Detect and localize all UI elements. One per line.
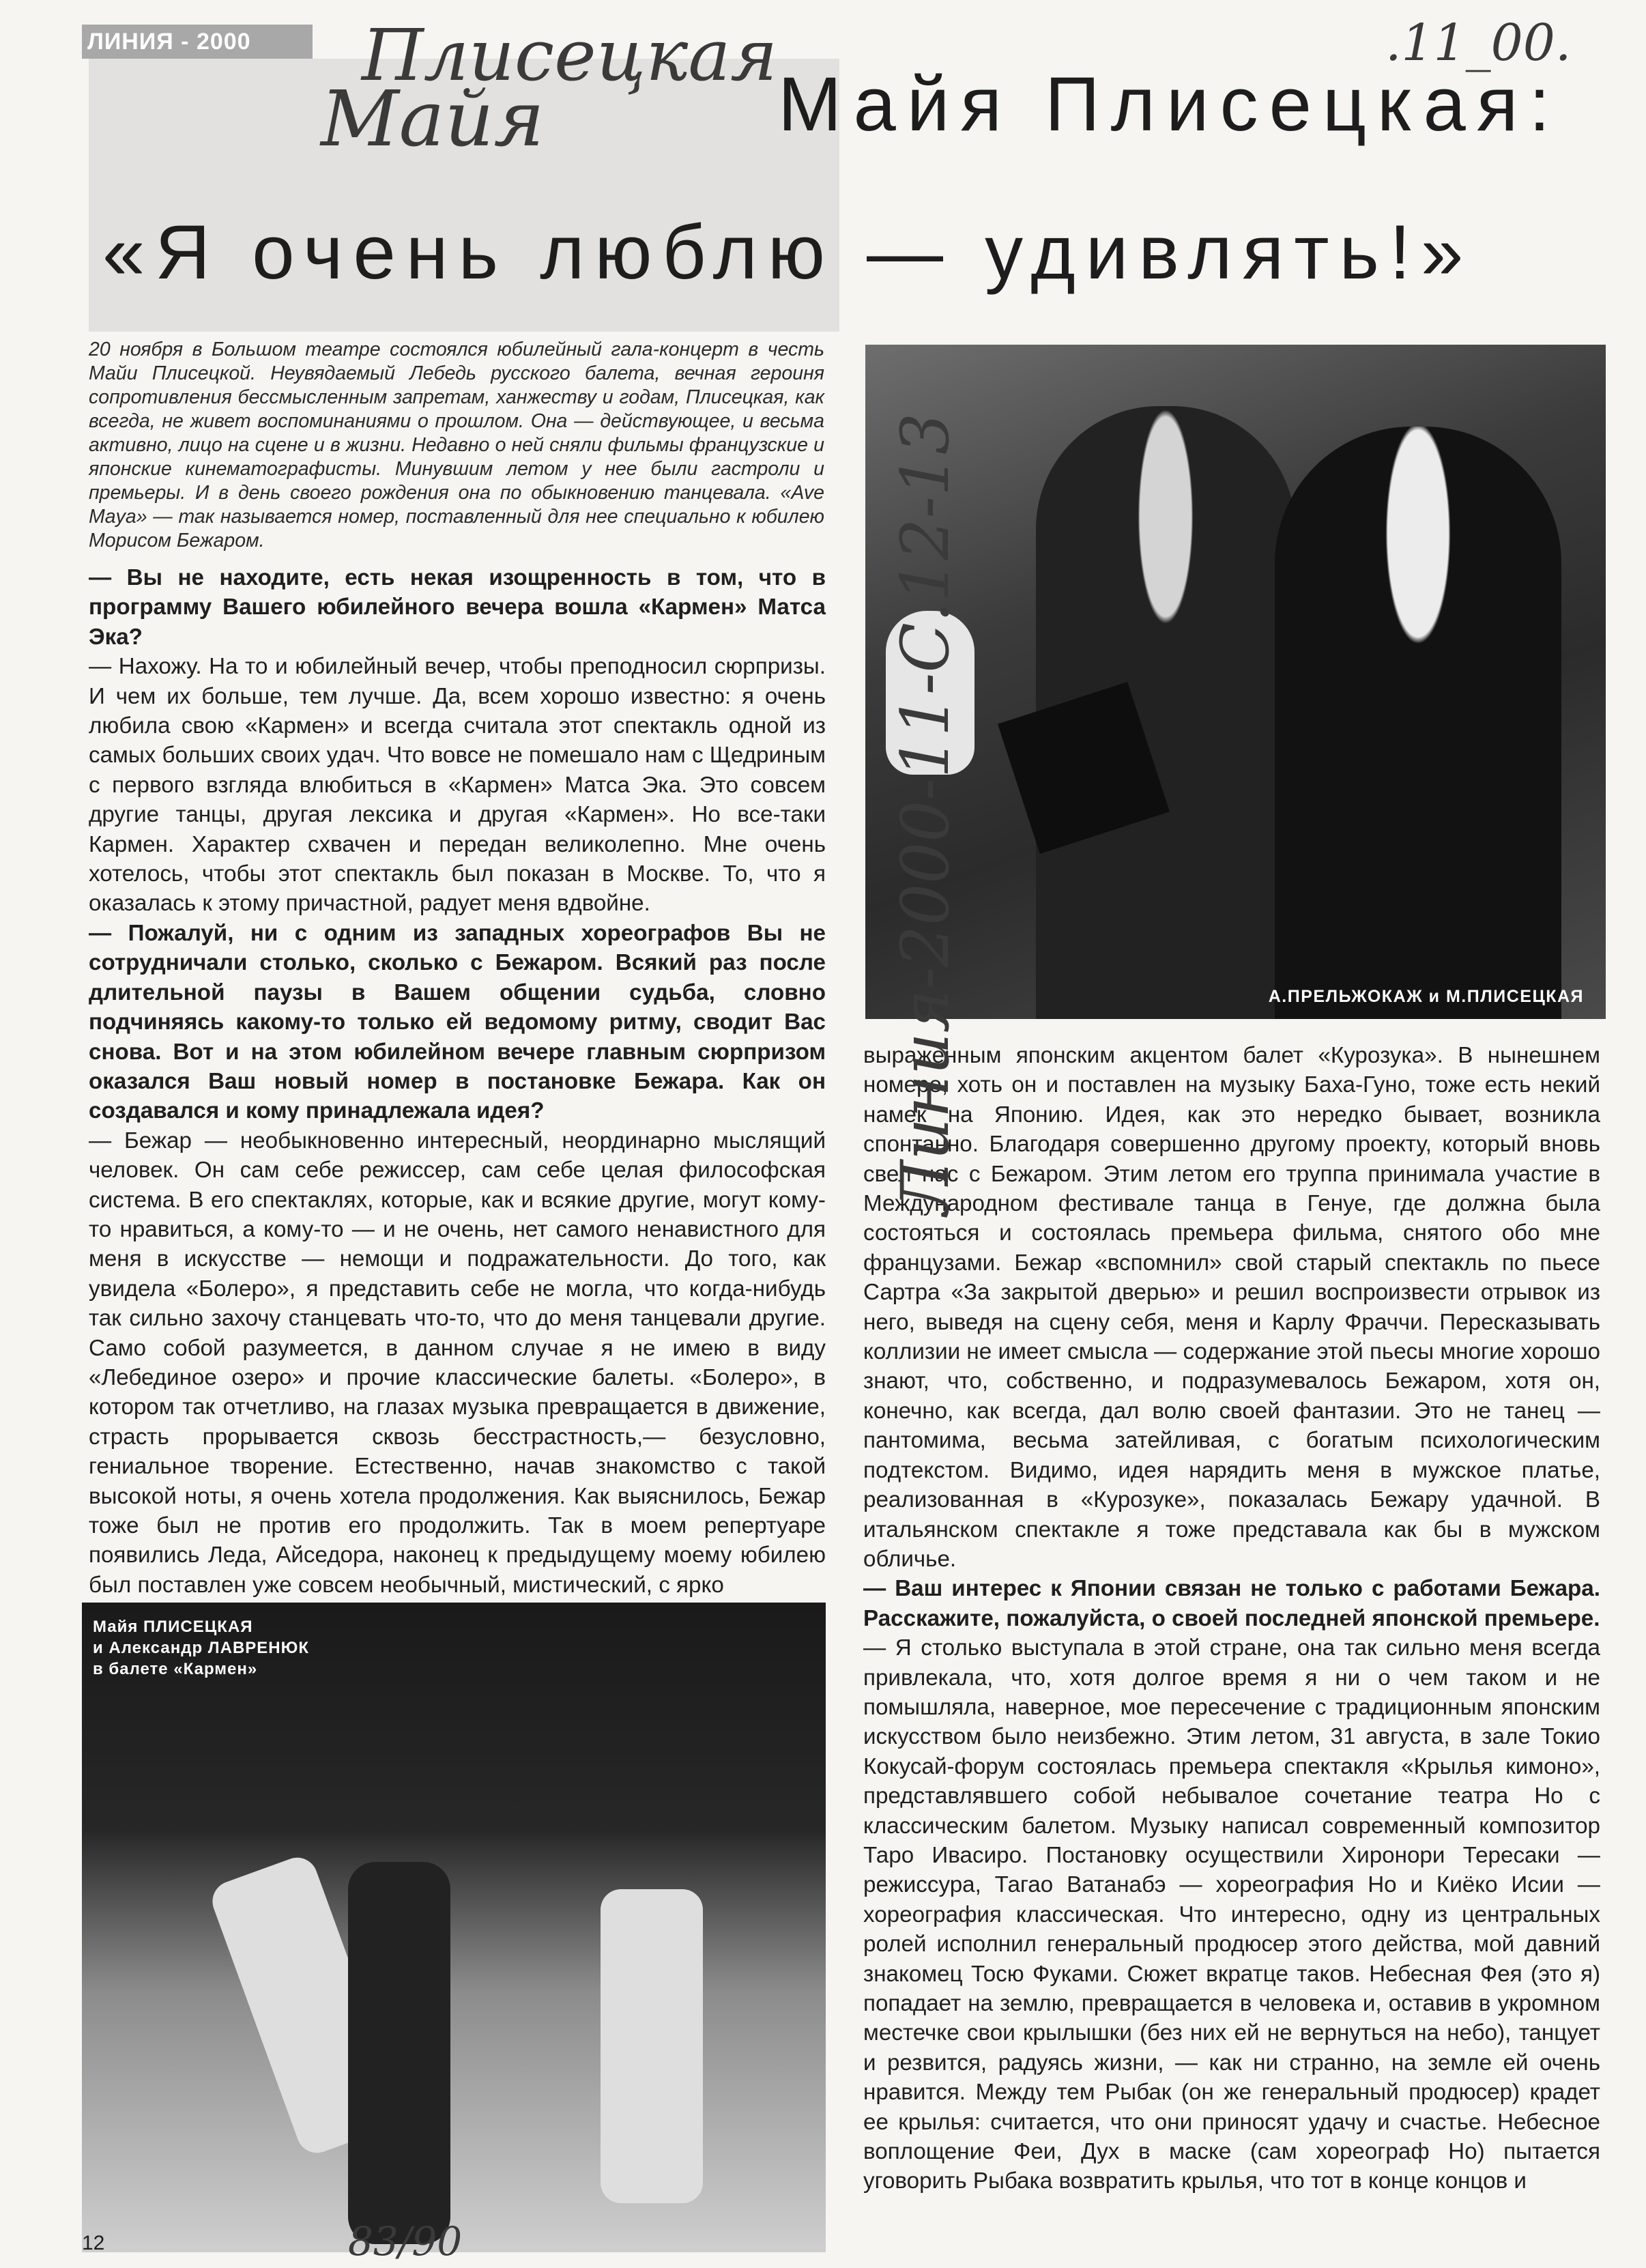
answer-1: — Нахожу. На то и юбилейный вечер, чтобы преподносил сюрпризы. И чем их больше, тем лучше. Да, всем хорошо известно: я очень любила свою «Кармен» и всегда считала этот спектакль одной из самых больших своих удач. Что вовсе не помешало нам с Щедриным с первого взгляда влюбиться в «Кармен» Матса Эка. Это совсем другие танцы, другая лексика и другая «Кармен». Но все-таки Кармен. Характер схвачен и передан великолепно. Мне очень хотелось, чтобы этот спектакль был показан в Москве. То, что я оказалась к этому причастной, радует меня вдвойне.	[89, 654, 826, 917]
right-column	[863, 1041, 1600, 2196]
photo-figure-woman	[1275, 427, 1561, 1019]
photo-preljocaj-plisetskaya	[865, 345, 1606, 1019]
photo-caption-bottom-line-2: и Александр ЛАВРЕНЮК	[93, 1639, 310, 1657]
left-column	[89, 563, 826, 1600]
handwritten-name: Майя	[321, 75, 545, 164]
photo-caption-top: А.ПРЕЛЬЖОКАЖ и М.ПЛИСЕЦКАЯ	[1268, 987, 1584, 1006]
question-2: — Пожалуй, ни с одним из западных хореографов Вы не сотрудничали столько, сколько с Бежаром. Всякий раз после длительной паузы в Вашем общении судьба, словно подчиняясь какому-то только ей ведомому ритму, сводит Вас снова. Вот и на этом юбилейном вечере главным сюрпризом оказался Ваш новый номер в постановке Бежара. Как он создавался и кому принадлежала идея?	[89, 920, 826, 1124]
photo-dancer-male	[348, 1862, 450, 2244]
question-1: — Вы не находите, есть некая изощренность в том, что в программу Вашего юбилейного вечера вошла «Кармен» Матса Эка?	[89, 565, 826, 650]
answer-3: — Я столько выступала в этой стране, она так сильно меня всегда привлекала, что, хотя долгое время я ни о чем таком и не помышляла, наверное, мое пересечение с традиционным японским искусством было неизбежно. Этим летом, 31 августа, в зале Токио Кокусай-форум состоялась премьера спектакля «Крылья кимоно», представлявшего собой небывалое сочетание театра Но с классическим балетом. Музыку написал современный композитор Таро Ивасиро. Постановку осуществили Хиронори Тересаки — режиссура, Тагао Ватанабэ — хореография Но и Киёко Исии — хореография классическая. Что интересно, одну из центральных ролей исполнил генеральный продюсер этого действа, мой давний знакомец Тосю Фуками. Сюжет вкратце таков. Небесная Фея (это я) попадает на землю, превращается в человека и, оставив в укромном местечке свои крылышки (без них ей не вернуться на небо), танцует и резвится, радуясь жизни, — как ни странно, на земле ей очень нравится. Между тем Рыбак (он же генеральный продюсер) крадет ее крылья: считается, что они приносят удачу и счастье. Небесное воплощение Феи, Дух в маске (сам хореограф Но) пытается уговорить Рыбака возвратить крылья, что тот в конце концов и	[863, 1635, 1600, 2194]
handwritten-date: .11_00.	[1385, 14, 1572, 72]
answer-2: — Бежар — необыкновенно интересный, неординарно мыслящий человек. Он сам себе режиссер, сам себе целая философская система. В его спектаклях, которые, как и всякие другие, могут кому-то нравиться, а кому-то — и не очень, нет самого ненавистного для меня в искусстве — немощи и подражательности. До того, как увидела «Болеро», я представить себе не могла, что когда-нибудь так сильно захочу станцевать что-то, что до меня танцевали другие. Само собой разумеется, в данном случае я не имею в виду «Лебединое озеро» и прочие классические балеты. «Болеро», в котором так отчетливо, на глазах музыка превращается в движение, страсть прорывается сквозь бесстрастность,— безусловно, гениальное творение. Естественно, начав знакомство с такой высокой ноты, я очень хотела продолжения. Как выяснилось, Бежар тоже был не против его продолжить. Так в моем репертуаре появились Леда, Айседора, наконец к предыдущему моему юбилею был поставлен уже совсем необычный, мистический, с ярко	[89, 1128, 826, 1598]
question-3: — Ваш интерес к Японии связан не только с работами Бежара. Расскажите, пожалуйста, о своей последней японской премьере.	[863, 1576, 1600, 1631]
photo-caption-bottom	[93, 1616, 309, 1680]
photo-caption-bottom-line-1: Майя ПЛИСЕЦКАЯ	[93, 1618, 253, 1636]
handwritten-surname: Плисецкая	[362, 14, 778, 97]
lead-paragraph: 20 ноября в Большом театре состоялся юбилейный гала-концерт в честь Майи Плисецкой. Неувядаемый Лебедь русского балета, вечная героиня сопротивления бессмысленным запретам, ханжеству и годам, Плисецкая, как всегда, не живет воспоминаниями о прошлом. Она — действующее, и весьма активно, лицо на сцене и в жизни. Недавно о ней сняли фильмы французские и японские кинематографисты. Минувшим летом у нее были гастроли и премьеры. И в день своего рождения она по обыкновению танцевала. «Ave Maya» — так называется номер, поставленный для нее специально к юбилею Морисом Бежаром.	[89, 339, 824, 551]
photo-dancer-right	[601, 1889, 703, 2203]
page-number: 12	[82, 2232, 105, 2254]
handwritten-vertical-note: Линия-2000-11-С.12-13	[887, 412, 964, 1215]
photo-caption-bottom-line-3: в балете «Кармен»	[93, 1660, 258, 1678]
headline-line-1: Майя Плисецкая:	[778, 61, 1561, 147]
handwritten-archive-number: 83/90	[348, 2218, 463, 2265]
headline-line-2: «Я очень люблю — удивлять!»	[102, 210, 1474, 295]
photo-carmen-ballet	[82, 1603, 826, 2252]
answer-2-continued: выраженным японским акцентом балет «Курозука». В нынешнем номере, хоть он и поставлен на музыку Баха-Гуно, тоже есть некий намек на Японию. Идея, как это нередко бывает, возникла спонтанно. Благодаря совершенно другому проекту, который вновь свел нас с Бежаром. Этим летом его труппа принимала участие в Международном фестивале танца в Генуе, где должна была состояться и состоялась премьера фильма, снятого обо мне французами. Бежар «вспомнил» свой старый спектакль по пьесе Сартра «За закрытой дверью» и решил воспроизвести отрывок из него, выведя на сцену себя, меня и Карлу Фраччи. Пересказывать коллизии не имеет смысла — содержание этой пьесы многие хорошо знают, что, собственно, и подразумевалось Бежаром, хотя он, конечно, как всегда, дал волю своей фантазии. Это не танец — пантомима, весьма затейливая, с богатым психологическим подтекстом. Видимо, идея нарядить меня в мужское платье, реализованная в «Курозуке», показалась Бежару удачной. В итальянском спектакле я тоже представала как бы в мужском обличье.	[863, 1043, 1600, 1572]
masthead: ЛИНИЯ - 2000	[82, 25, 313, 59]
